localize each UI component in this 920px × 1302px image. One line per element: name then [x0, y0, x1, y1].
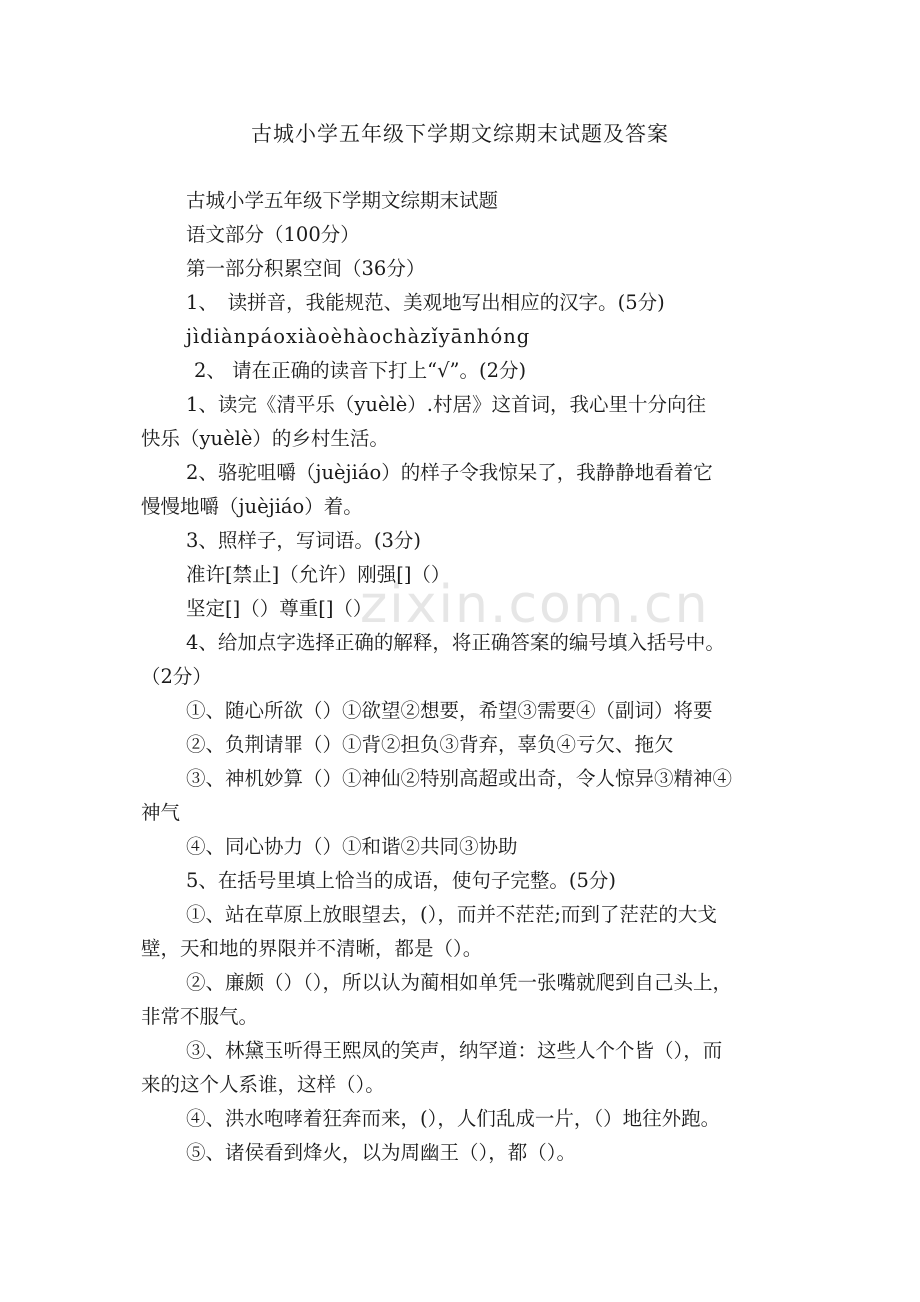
text-line: jìdiànpáoxiàoèhàochàzǐyānhóng	[186, 325, 531, 348]
text-line: 准许[禁止]（允许）刚强[]（）	[186, 563, 451, 586]
text-line: 2、 请在正确的读音下打上“√”。(2分)	[194, 359, 527, 382]
text-line: 第一部分积累空间（36分）	[186, 257, 426, 280]
text-line: 慢慢地嚼（juèjiáo）着。	[141, 495, 363, 518]
text-line: 5、在括号里填上恰当的成语，使句子完整。(5分)	[186, 869, 617, 892]
text-line: 坚定[]（）尊重[]（）	[186, 597, 373, 620]
text-line: ②、负荆请罪（）①背②担负③背弃，辜负④亏欠、拖欠	[186, 733, 674, 756]
text-line: ⑤、诸侯看到烽火，以为周幽王（），都（）。	[186, 1141, 577, 1164]
text-line: ③、神机妙算（）①神仙②特别高超或出奇，令人惊异③精神④	[186, 767, 733, 790]
text-line: ②、廉颇（）（），所以认为蔺相如单凭一张嘴就爬到自己头上，	[186, 971, 733, 994]
text-line: 1、 读拼音，我能规范、美观地写出相应的汉字。(5分)	[186, 291, 665, 314]
document-title: 古城小学五年级下学期文综期末试题及答案	[251, 122, 669, 146]
text-line: 古城小学五年级下学期文综期末试题	[186, 189, 499, 212]
text-line: 来的这个人系谁，这样（）。	[141, 1073, 385, 1096]
text-line: ①、随心所欲（）①欲望②想要，希望③需要④（副词）将要	[186, 699, 713, 722]
text-line: 快乐（yuèlè）的乡村生活。	[141, 427, 389, 450]
text-line: ③、林黛玉听得王熙凤的笑声，纳罕道：这些人个个皆（），而	[186, 1039, 723, 1062]
text-line: 壁，天和地的界限并不清晰，都是（）。	[141, 937, 483, 960]
watermark: zixin.com.cn	[360, 575, 710, 635]
text-line: ①、站在草原上放眼望去，(），而并不茫茫;而到了茫茫的大戈	[186, 903, 717, 926]
text-line: ④、洪水咆哮着狂奔而来，(），人们乱成一片，（）地往外跑。	[186, 1107, 721, 1130]
text-line: 非常不服气。	[141, 1005, 259, 1028]
text-line: （2分）	[141, 665, 212, 688]
text-line: 语文部分（100分）	[186, 223, 360, 246]
text-line: 2、骆驼咀嚼（juèjiáo）的样子令我惊呆了，我静静地看着它	[186, 461, 713, 484]
text-line: 4、给加点字选择正确的解释，将正确答案的编号填入括号中。	[186, 631, 725, 654]
text-line: 3、照样子，写词语。(3分)	[186, 529, 422, 552]
text-line: 神气	[141, 801, 181, 824]
document-body	[141, 184, 791, 1170]
text-line: 1、读完《清平乐（yuèlè）.村居》这首词，我心里十分向往	[186, 393, 706, 416]
text-line: ④、同心协力（）①和谐②共同③协助	[186, 835, 518, 858]
